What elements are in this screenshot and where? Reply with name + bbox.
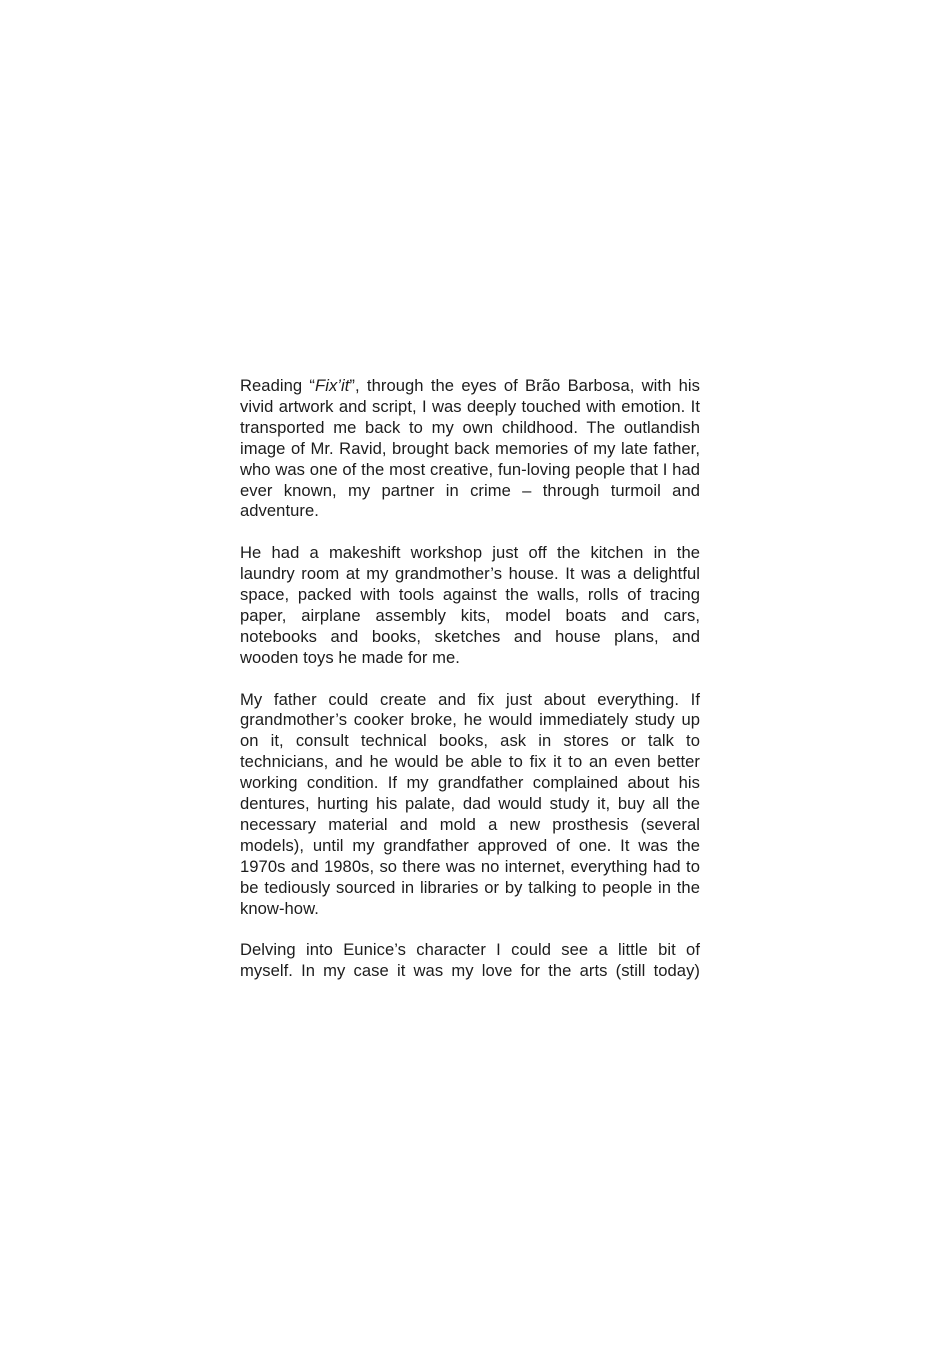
body-text — [240, 376, 700, 982]
paragraph-1-lead: Reading “ — [240, 376, 316, 395]
paragraph-3: My father could create and fix just about everything. If grandmother’s cooker broke, he would immediately study up on it, consult technical books, ask in stores or talk to technicians, and he would be able to fix it to an even better working condition. If my grandfather complained about his dentures, hurting his palate, dad would study it, buy all the necessary material and mold a new prosthesis (several models), until my grandfather approved of one. It was the 1970s and 1980s, so there was no internet, everything had to be tediously sourced in libraries or by talking to people in the know-how. — [240, 689, 700, 918]
paragraph-1-rest: ”, through the eyes of Brão Barbosa, with his vivid artwork and script, I was deeply touched with emotion. It transported me back to my own childhood. The outlandish image of Mr. Ravid, brought back memories of my late father, who was one of the most creative, fun-loving people that I had ever known, my partner in crime – through turmoil and adventure. — [240, 376, 700, 521]
book-title: Fix’it — [315, 376, 350, 395]
paragraph-2: He had a makeshift workshop just off the kitchen in the laundry room at my grandmother’s house. It was a delightful space, packed with tools against the walls, rolls of tracing paper, airplane assembly kits, model boats and cars, notebooks and books, sketches and house plans, and wooden toys he made for me. — [240, 543, 700, 667]
paragraph-1 — [240, 376, 700, 522]
paragraph-4: Delving into Eunice’s character I could see a little bit of myself. In my case it was my love for the arts (still today) — [240, 940, 700, 981]
